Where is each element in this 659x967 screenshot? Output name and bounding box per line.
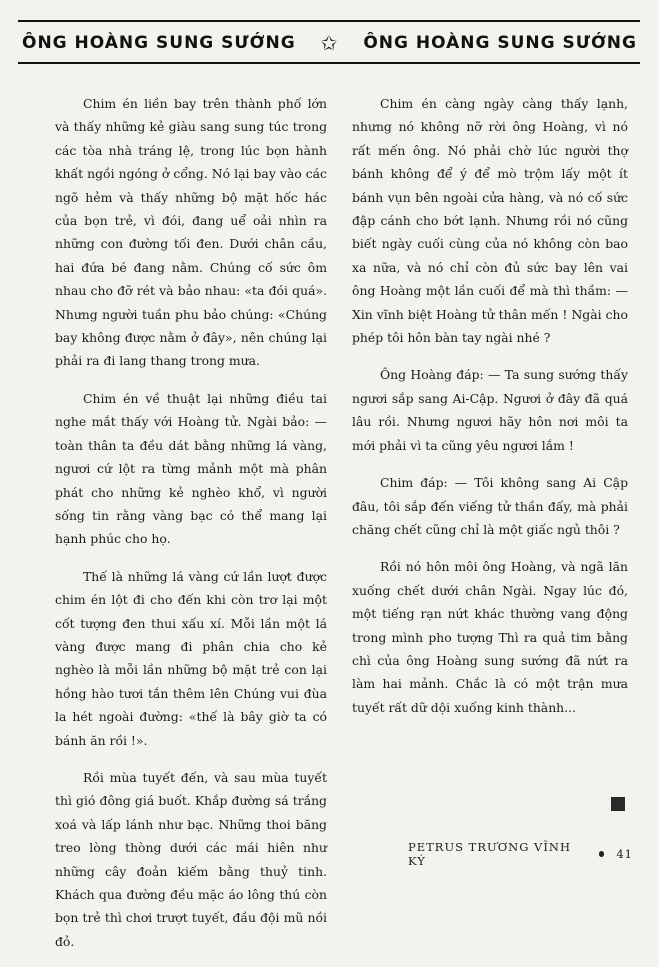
right-column (352, 92, 628, 733)
paragraph: Chim én về thuật lại những điều tai nghe mắt thấy với Hoàng tử. Ngài bảo: — toàn thân ta đều dát bằng những lá vàng, ngươi cứ lột ra từng mảnh một mà phân phát cho những kẻ nghèo khổ, vì người sống tin rằng vàng bạc có thể mang lại hạnh phúc cho họ. (55, 390, 327, 547)
top-rule (18, 20, 640, 22)
paragraph: Chim én càng ngày càng thấy lạnh, nhưng nó không nỡ rời ông Hoàng, vì nó rất mến ông. Nó phải chờ lúc người thợ bánh không để ý để mò trộm lấy một ít bánh vụn bên ngoài cửa hàng, và nó cố sức đập cánh cho bớt lạnh. Nhưng rồi nó cũng biết ngày cuối cùng của nó không còn bao xa nữa, và nó chỉ còn đủ sức bay lên vai ông Hoàng một lần cuối để mà thì thầm: — Xin vĩnh biệt Hoàng tử thân mến ! Ngài cho phép tôi hôn bàn tay ngài nhé ? (352, 96, 628, 346)
paragraph: Rồi mùa tuyết đến, và sau mùa tuyết thì gió đông giá buốt. Khắp đường sá trắng xoá và lấp lánh như bạc. Những thoi băng treo lòng thòng dưới các mái hiên như những cây đoản kiếm bằng thuỷ tinh. Khách qua đường đều mặc áo lông thú còn bọn trẻ thì chơi trượt tuyết, đầu đội mũ nồi đỏ. (55, 769, 327, 949)
header-rule (18, 62, 640, 64)
star-icon: ✩ (320, 31, 339, 55)
paragraph: Chim đáp: — Tôi không sang Ai Cập đâu, tôi sắp đến viếng tử thần đấy, mà phải chăng chết cũng chỉ là một giấc ngủ thôi ? (352, 475, 628, 537)
bullet-dot-icon (599, 851, 605, 857)
page-footer (408, 840, 633, 868)
page-number: 41 (616, 847, 633, 861)
left-column (55, 92, 327, 967)
running-header (22, 28, 637, 58)
header-title-right: ÔNG HOÀNG SUNG SƯỚNG (363, 33, 637, 53)
paragraph: Chim én liền bay trên thành phố lớn và thấy những kẻ giàu sang sung túc trong các tòa nhà tráng lệ, trong lúc bọn hành khất ngồi ngóng ở cổng. Nó lại bay vào các ngõ hẻm và thấy những bộ mặt hốc hác của bọn trẻ, vì đói, đang uể oải nhìn ra những con đường tối đen. Dưới chân cầu, hai đứa bé đang nằm. Chúng cố sức ôm nhau cho đỡ rét và bảo nhau: «ta đói quá». Nhưng người tuần phu bảo chúng: «Chúng bay không được nằm ở đây», nên chúng lại phải ra đi lang thang trong mưa. (55, 96, 327, 369)
end-mark-icon (611, 797, 625, 811)
paragraph: Rồi nó hôn môi ông Hoàng, và ngã lăn xuống chết dưới chân Ngài. Ngay lúc đó, một tiếng rạn nứt khác thường vang động trong mình pho tượng Thì ra quả tim bằng chì của ông Hoàng sung sướng đã nứt ra làm hai mảnh. Chắc là có một trận mưa tuyết rất dữ dội xuống kinh thành... (352, 559, 628, 715)
footer-author: PETRUS TRƯƠNG VĨNH KÝ (408, 840, 571, 868)
header-title-left: ÔNG HOÀNG SUNG SƯỚNG (22, 33, 296, 53)
paragraph: Thế là những lá vàng cứ lần lượt được chim én lột đi cho đến khi còn trơ lại một cốt tượng đen thui xấu xí. Mỗi lần một lá vàng được mang đi phân chia cho kẻ nghèo là mỗi lần những bộ mặt trẻ con lại hồng hào tươi tắn thêm lên Chúng vui đùa la hét ngoài đường: «thế là bây giờ ta có bánh ăn rồi !». (55, 568, 327, 748)
paragraph: Ông Hoàng đáp: — Ta sung sướng thấy ngươi sắp sang Ai-Cập. Ngươi ở đây đã quá lâu rồi. Nhưng ngươi hãy hôn nơi môi ta mới phải vì ta cũng yêu ngươi lắm ! (352, 367, 628, 453)
